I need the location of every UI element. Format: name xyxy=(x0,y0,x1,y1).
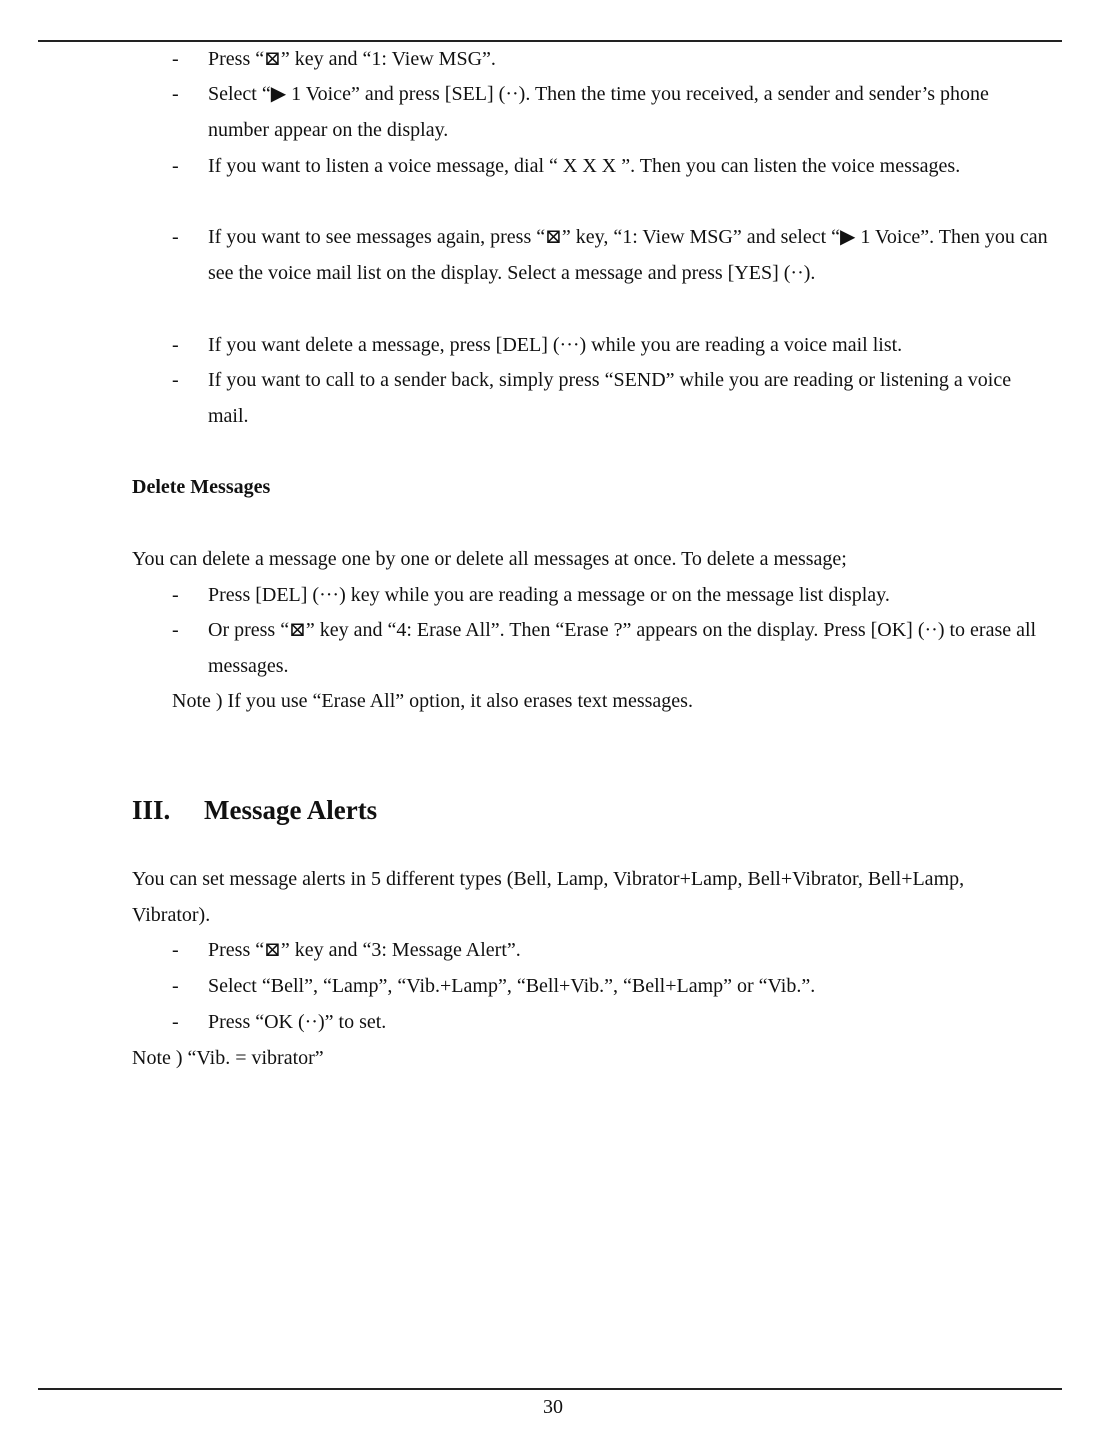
section-heading: Delete Messages xyxy=(132,476,271,498)
step-text: Select “▶ 1 Voice” and press [SEL] (··). Then the time you received, a sender and sender’s phone number appear on the display. xyxy=(208,83,989,141)
list-item xyxy=(172,149,1052,185)
section-title: Message Alerts xyxy=(204,795,378,825)
list-item xyxy=(172,1005,1052,1041)
bullet-dash: - xyxy=(172,48,179,70)
step-text: If you want delete a message, press [DEL] (···) while you are reading a voice mail list. xyxy=(208,334,903,356)
step-text: Press [DEL] (···) key while you are reading a message or on the message list display. xyxy=(208,584,890,606)
section-number: III. xyxy=(132,795,171,825)
note-text: Note ) “Vib. = vibrator” xyxy=(132,1047,324,1069)
bullet-dash: - xyxy=(172,155,179,177)
list-item xyxy=(172,42,1052,78)
list-item xyxy=(172,933,1052,969)
step-text: Select “Bell”, “Lamp”, “Vib.+Lamp”, “Bell+Vib.”, “Bell+Lamp” or “Vib.”. xyxy=(208,975,816,997)
step-text: Or press “⊠” key and “4: Erase All”. Then “Erase ?” appears on the display. Press [OK] (··) to erase all messages. xyxy=(208,619,1037,677)
page-number: 30 xyxy=(543,1396,563,1418)
paragraph: You can set message alerts in 5 different types (Bell, Lamp, Vibrator+Lamp, Bell+Vibrator, Bell+Lamp, Vibrator). xyxy=(132,868,965,926)
step-text: Press “⊠” key and “3: Message Alert”. xyxy=(208,939,521,961)
note-text: Note ) If you use “Erase All” option, it also erases text messages. xyxy=(172,690,693,712)
step-text: Press “⊠” key and “1: View MSG”. xyxy=(208,48,496,70)
bullet-dash: - xyxy=(172,83,179,105)
list-item xyxy=(172,363,1052,434)
list-item xyxy=(172,220,1052,291)
bullet-dash: - xyxy=(172,619,179,641)
bullet-dash: - xyxy=(172,369,179,391)
bullet-dash: - xyxy=(172,975,179,997)
list-item xyxy=(172,613,1052,684)
step-text: If you want to call to a sender back, simply press “SEND” while you are reading or listening a voice mail. xyxy=(208,369,1012,427)
bullet-dash: - xyxy=(172,226,179,248)
paragraph: You can delete a message one by one or delete all messages at once. To delete a message; xyxy=(132,548,847,570)
bullet-dash: - xyxy=(172,334,179,356)
list-item xyxy=(172,328,1052,364)
list-item xyxy=(172,578,1052,614)
bottom-rule xyxy=(38,1388,1062,1390)
bullet-dash: - xyxy=(172,1011,179,1033)
list-item xyxy=(172,969,1052,1005)
step-text: If you want to see messages again, press “⊠” key, “1: View MSG” and select “▶ 1 Voice”. Then you can see the voice mail list on the display. Select a message and press [YES] (··). xyxy=(208,226,1048,284)
step-text: If you want to listen a voice message, dial “ X X X ”. Then you can listen the voice messages. xyxy=(208,155,961,177)
step-text: Press “OK (··)” to set. xyxy=(208,1011,387,1033)
list-item xyxy=(172,77,1052,148)
bullet-dash: - xyxy=(172,584,179,606)
bullet-dash: - xyxy=(172,939,179,961)
